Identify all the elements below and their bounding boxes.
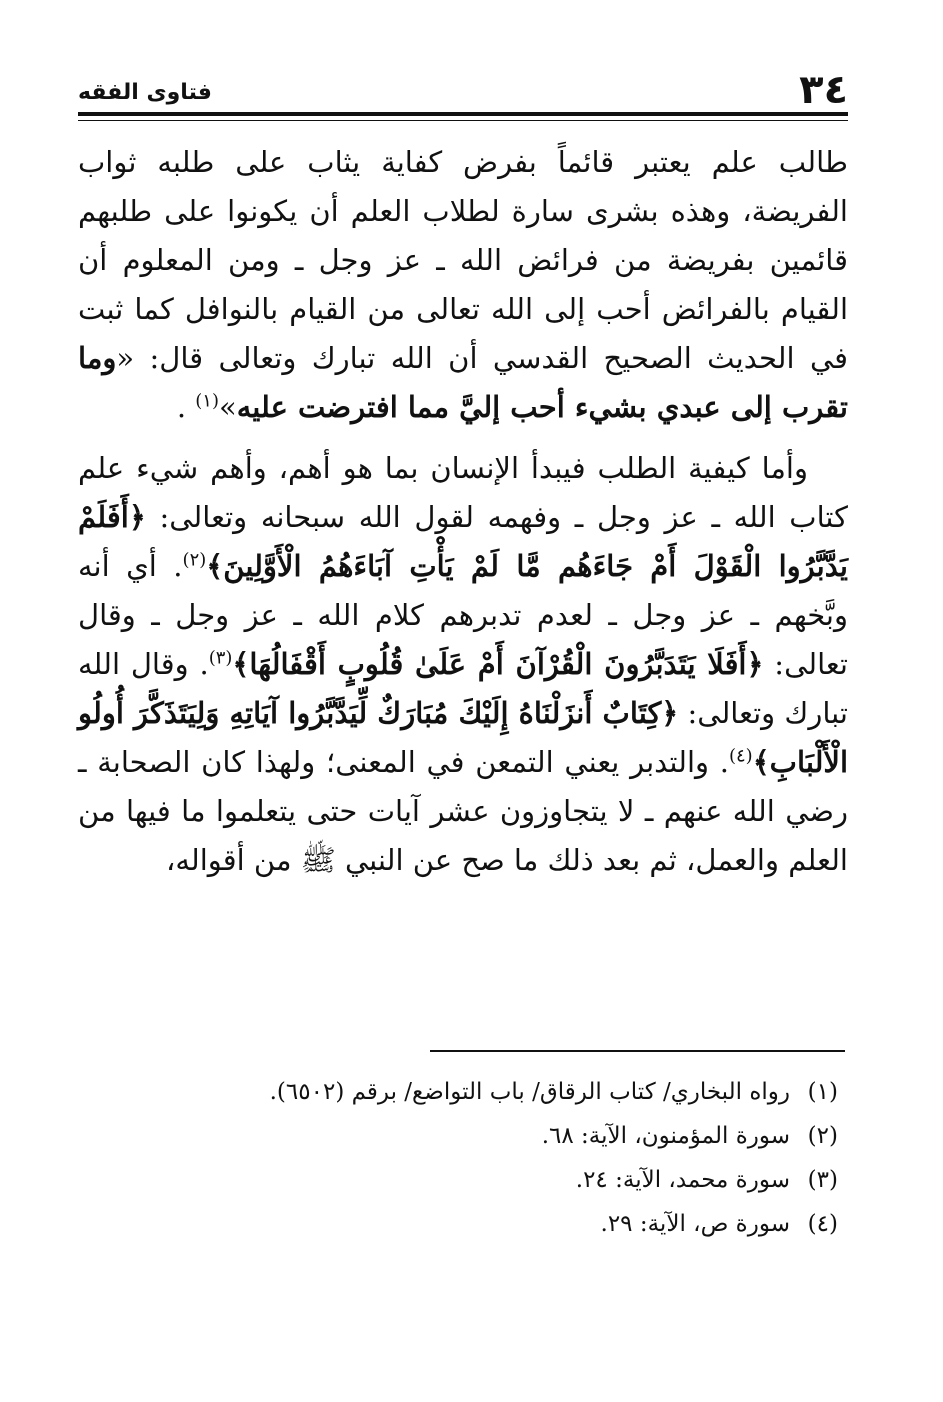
paragraph-1-text: طالب علم يعتبر قائماً بفرض كفاية يثاب على طلبه ثواب الفريضة، وهذه بشرى سارة لطلاب العلم أن يكونوا على طلبهم قائمين بفريضة من فرائض الله ـ عز وجل ـ ومن المعلوم أن القيام بالفرائض أحب إلى الله تعالى من القيام بالنوافل كما ثبت في الحديث الصحيح القدسي أن الله تبارك وتعالى قال: « <box>78 145 848 375</box>
footnote-number: (٢) <box>807 1123 838 1149</box>
hadith-quote: وما تقرب إلى عبدي بشيء أحب إليَّ مما افترضت عليه <box>78 341 848 424</box>
footnote-ref-3: (٣) <box>208 647 233 669</box>
paragraph-1-end: . <box>176 390 196 424</box>
footnote-ref-2: (٢) <box>182 549 207 571</box>
footnote-text: سورة محمد، الآية: ٢٤. <box>575 1167 790 1193</box>
paragraph-2-part-3: . وقال الله تبارك وتعالى: <box>78 647 849 730</box>
paragraph-2-part-4: . والتدبر يعني التمعن في المعنى؛ ولهذا كان الصحابة ـ رضي الله عنهم ـ لا يتجاوزون عشر آيات حتى يتعلموا ما فيها من العلم والعمل، ثم بعد ذلك ما صح عن النبي ﷺ من أقواله، <box>78 745 848 877</box>
page-number: ٣٤ <box>799 67 848 113</box>
quran-verse-1: ﴿أَفَلَمْ يَدَّبَّرُوا الْقَوْلَ أَمْ جَاءَهُم مَّا لَمْ يَأْتِ آبَاءَهُمُ الْأَوَّلِينَ﴾ <box>78 500 848 583</box>
paragraph-1 <box>78 138 848 432</box>
quran-verse-3: ﴿كِتَابٌ أَنزَلْنَاهُ إِلَيْكَ مُبَارَكٌ لِّيَدَّبَّرُوا آيَاتِهِ وَلِيَتَذَكَّرَ أُولُو الْأَلْبَابِ﴾ <box>78 696 848 779</box>
footnote-number: (٤) <box>807 1211 838 1237</box>
footnote-text: رواه البخاري/ كتاب الرقاق/ باب التواضع/ برقم (٦٥٠٢). <box>269 1079 790 1105</box>
paragraph-2-part-1: وأما كيفية الطلب فيبدأ الإنسان بما هو أهم، وأهم شيء علم كتاب الله ـ عز وجل ـ وفهمه لقول الله سبحانه وتعالى: <box>78 451 848 534</box>
footnote-separator <box>430 1050 845 1052</box>
page-header <box>78 60 848 112</box>
paragraph-2-part-2: . أي أنه وبَّخهم ـ عز وجل ـ لعدم تدبرهم كلام الله ـ عز وجل ـ وقال تعالى: <box>78 549 848 681</box>
footnote-ref-4: (٤) <box>728 745 753 767</box>
footnote-text: سورة ص، الآية: ٢٩. <box>600 1211 790 1237</box>
running-title: فتاوى الفقه <box>78 80 212 105</box>
footnotes <box>78 1070 838 1246</box>
header-rule <box>78 112 848 116</box>
quran-verse-2: ﴿أَفَلَا يَتَدَبَّرُونَ الْقُرْآنَ أَمْ عَلَىٰ قُلُوبٍ أَقْفَالُهَا﴾ <box>232 647 764 681</box>
footnote-item <box>78 1070 838 1114</box>
footnote-text: سورة المؤمنون، الآية: ٦٨. <box>541 1123 790 1149</box>
hadith-close-quote: » <box>219 390 237 424</box>
main-text <box>78 138 848 885</box>
footnote-item <box>78 1202 838 1246</box>
footnote-item <box>78 1158 838 1202</box>
footnote-ref-1: (١) <box>195 390 219 412</box>
header-rule-thin <box>78 120 848 121</box>
footnote-number: (٣) <box>807 1167 838 1193</box>
paragraph-2 <box>78 444 848 885</box>
footnote-number: (١) <box>807 1079 838 1105</box>
footnote-item <box>78 1114 838 1158</box>
